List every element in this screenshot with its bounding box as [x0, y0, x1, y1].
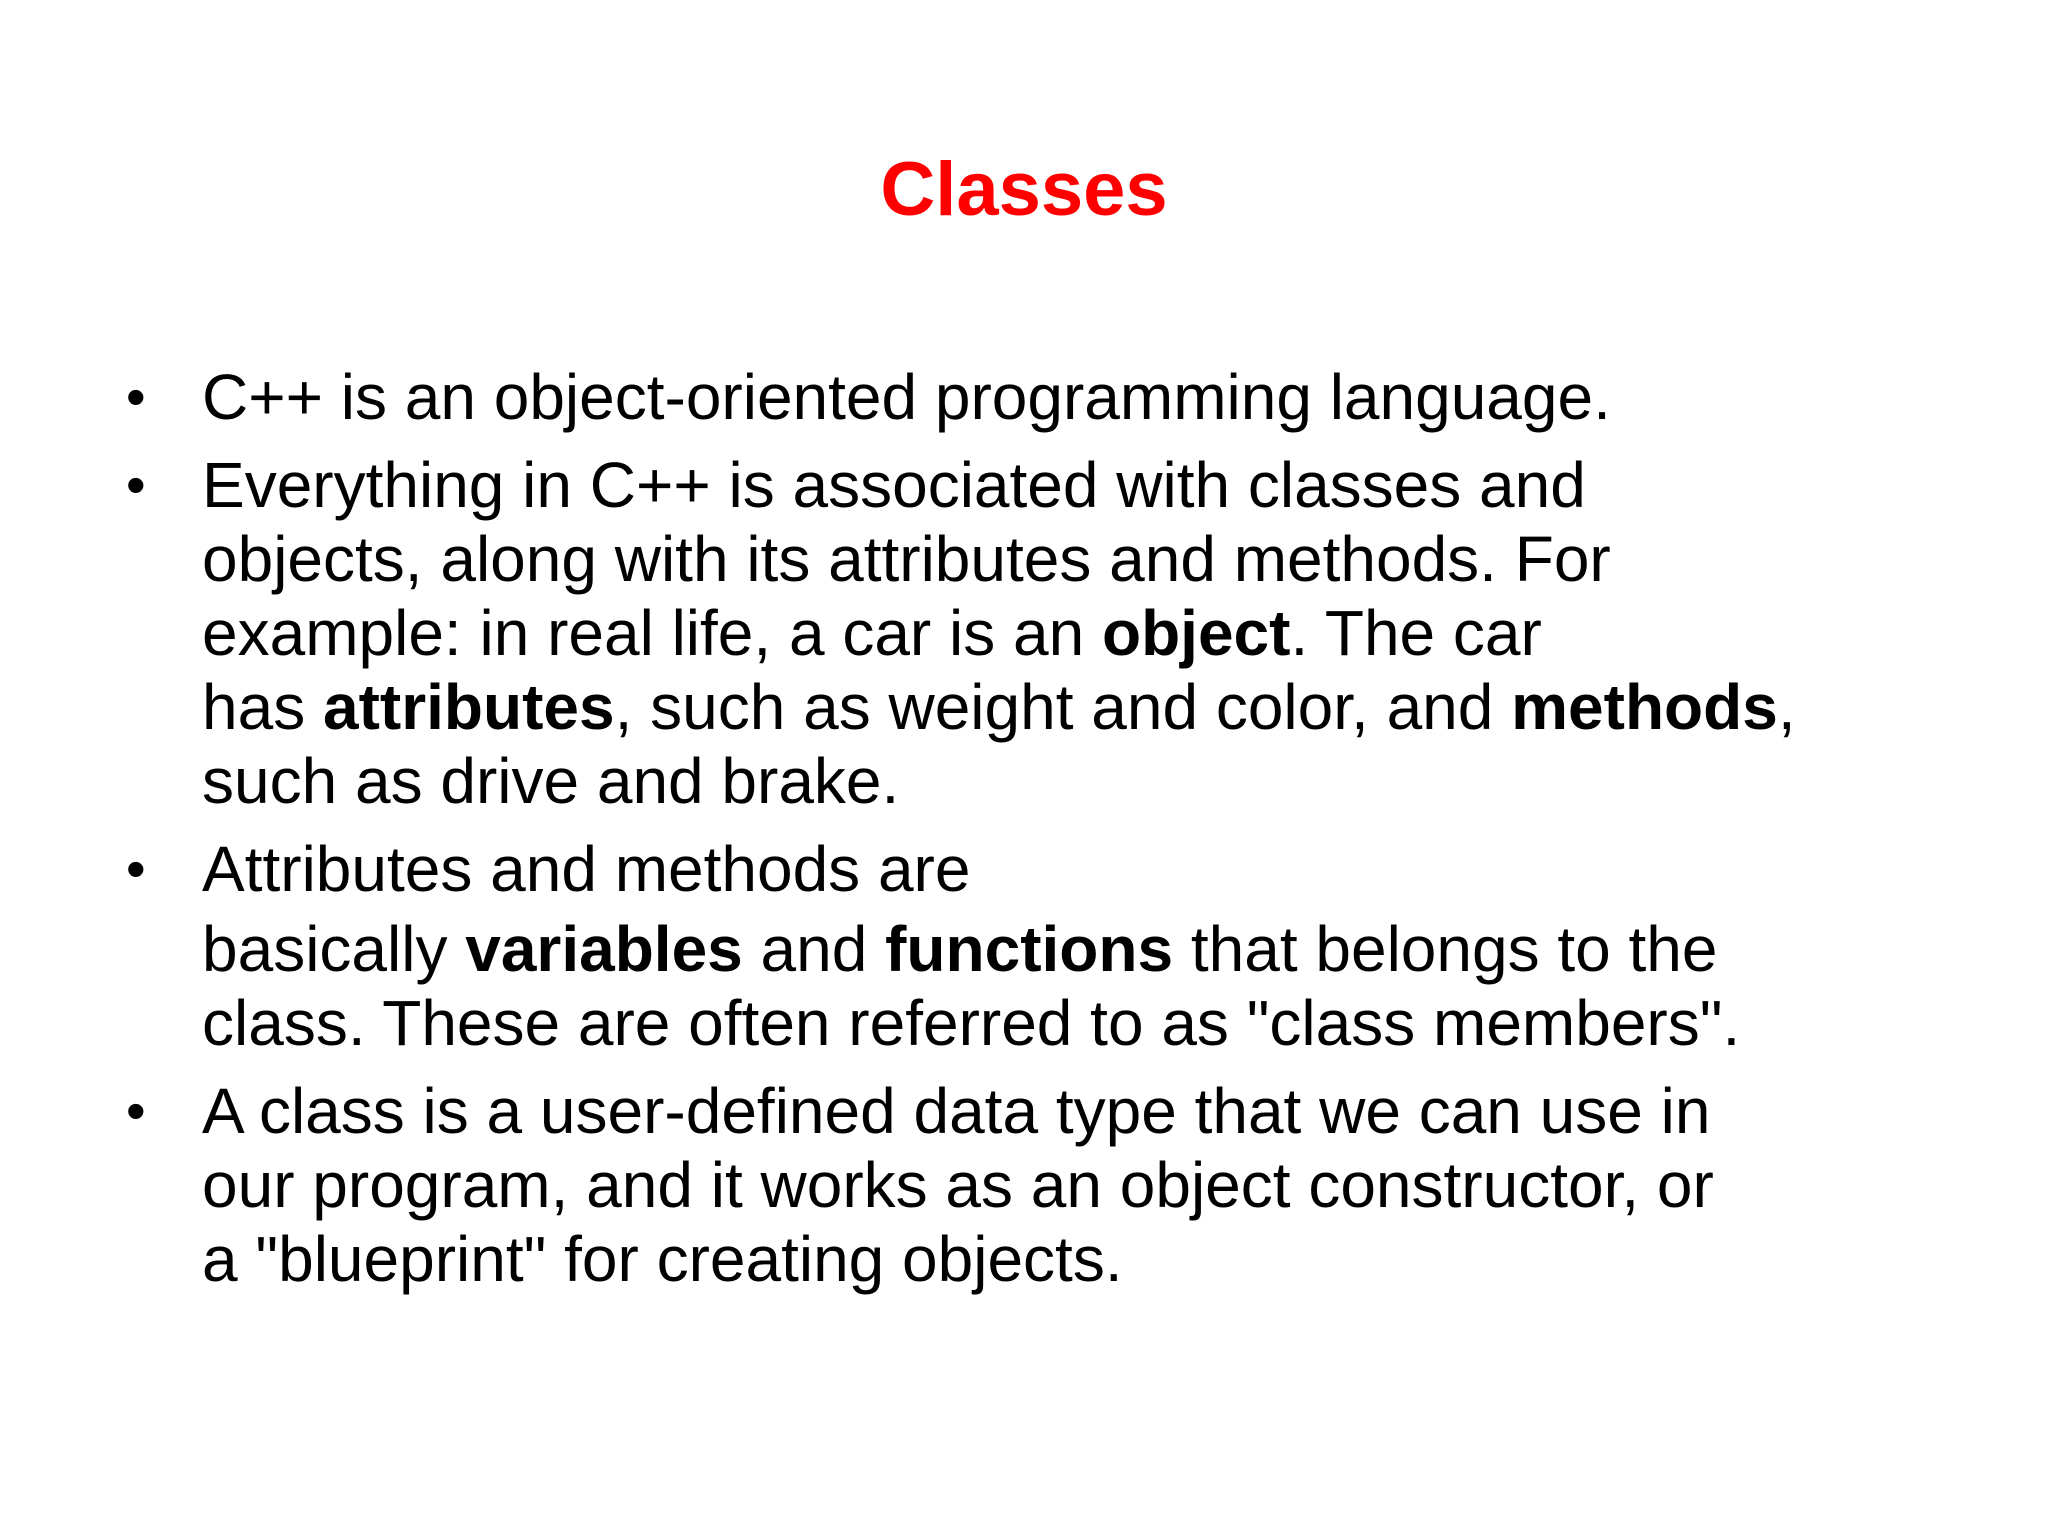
- bullet-dot-icon: •: [126, 837, 146, 900]
- bullet-line: [202, 1222, 1960, 1296]
- text-run: our program, and it works as an object constructor, or: [202, 1149, 1714, 1221]
- text-run: ,: [1777, 671, 1796, 743]
- bullet-line: [202, 670, 1960, 744]
- bullet-dot-icon: •: [126, 365, 146, 428]
- text-run: Attributes and methods are: [202, 833, 971, 905]
- bullet-line: [202, 596, 1960, 670]
- bold-term: functions: [885, 913, 1174, 985]
- bullet-item: [120, 360, 1960, 434]
- text-run: basically: [202, 913, 466, 985]
- bullet-line: [202, 448, 1960, 522]
- text-run: objects, along with its attributes and methods. For: [202, 523, 1611, 595]
- bullet-line: [202, 744, 1960, 818]
- bold-term: object: [1101, 597, 1291, 669]
- slide-title: Classes: [880, 147, 1168, 232]
- text-run: , such as weight and color, and: [614, 671, 1512, 743]
- text-run: example: in real life, a car is an: [202, 597, 1102, 669]
- bullet-line: [202, 522, 1960, 596]
- bullet-line: [202, 360, 1960, 434]
- bold-term: attributes: [322, 671, 615, 743]
- text-run: class. These are often referred to as "class members".: [202, 987, 1741, 1059]
- bullet-dot-icon: •: [126, 1079, 146, 1142]
- text-run: has: [202, 671, 323, 743]
- bullet-line: [202, 912, 1960, 986]
- text-run: a "blueprint" for creating objects.: [202, 1223, 1123, 1295]
- text-run: C++ is an object-oriented programming language.: [202, 361, 1611, 433]
- text-run: and: [742, 913, 886, 985]
- bold-term: variables: [465, 913, 743, 985]
- bullet-item: [120, 1074, 1960, 1296]
- bullet-line: [202, 1074, 1960, 1148]
- bullet-line: [202, 1148, 1960, 1222]
- bullet-item: [120, 832, 1960, 1060]
- bullet-line: [202, 986, 1960, 1060]
- bold-term: methods: [1511, 671, 1778, 743]
- text-run: such as drive and brake.: [202, 745, 900, 817]
- text-run: that belongs to the: [1173, 913, 1718, 985]
- bullet-item: [120, 448, 1960, 818]
- bullet-dot-icon: •: [126, 453, 146, 516]
- text-run: . The car: [1290, 597, 1542, 669]
- text-run: A class is a user-defined data type that we can use in: [202, 1075, 1711, 1147]
- bullet-line: [202, 832, 1960, 906]
- text-run: Everything in C++ is associated with classes and: [202, 449, 1586, 521]
- bullet-list: [120, 360, 1960, 1310]
